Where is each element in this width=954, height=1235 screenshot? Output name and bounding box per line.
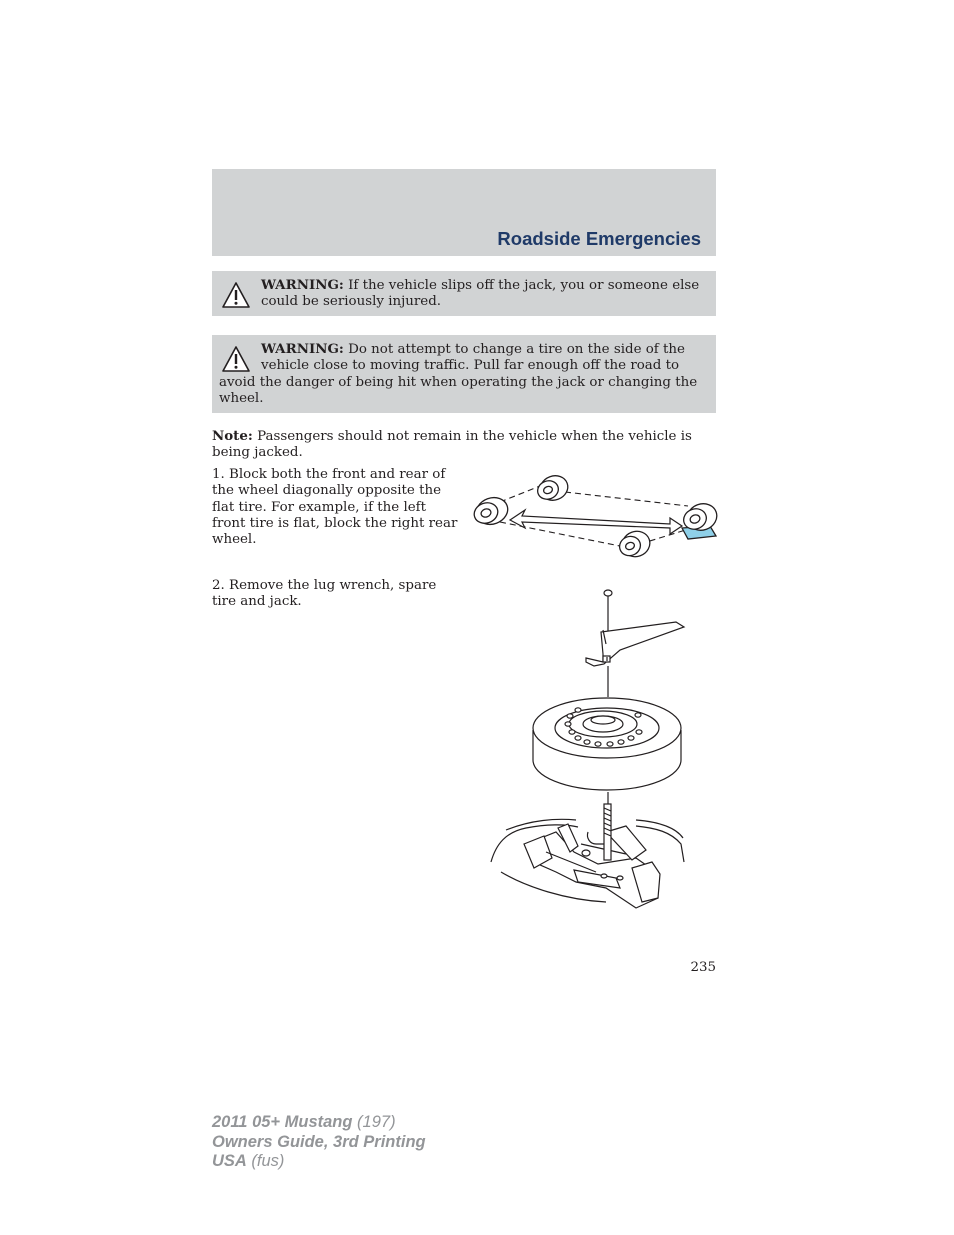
footer-market-code: (fus) xyxy=(246,1152,285,1170)
section-title: Roadside Emergencies xyxy=(497,228,701,249)
warning-triangle-icon xyxy=(221,345,251,373)
warning-box-traffic xyxy=(212,335,716,413)
step-1-text: 1. Block both the front and rear of the wheel diagonally opposite the flat tire. For example, if the left front tire is flat, block the right rear wheel. xyxy=(212,467,458,548)
page-number: 235 xyxy=(690,960,716,975)
footer-guide-edition: Owners Guide, 3rd Printing xyxy=(212,1132,426,1151)
section-header xyxy=(212,169,716,256)
note-text: Passengers should not remain in the vehicle when the vehicle is being jacked. xyxy=(212,429,692,461)
footer-market: USA xyxy=(212,1152,247,1170)
footer-model-code: (197) xyxy=(352,1113,396,1131)
note-paragraph xyxy=(212,428,716,462)
warning-label: WARNING: xyxy=(261,341,344,357)
warning-text: If the vehicle slips off the jack, you or someone else could be seriously injured. xyxy=(261,278,700,310)
spare-tire-jack-diagram xyxy=(486,582,691,912)
warning-label: WARNING: xyxy=(261,277,344,293)
warning-triangle-icon xyxy=(221,281,251,309)
document-footer xyxy=(212,1113,426,1172)
warning-text: Do not attempt to change a tire on the side of the vehicle close to moving traffic. Pull far enough off the road to avoid the danger of being hit when operating the jack or changing the wheel. xyxy=(219,342,698,406)
footer-model: 2011 05+ Mustang xyxy=(212,1113,353,1131)
note-label: Note: xyxy=(212,428,253,444)
step-2-text: 2. Remove the lug wrench, spare tire and jack. xyxy=(212,578,437,610)
wheel-block-diagram xyxy=(470,466,720,566)
warning-box-jack-slip xyxy=(212,271,716,316)
